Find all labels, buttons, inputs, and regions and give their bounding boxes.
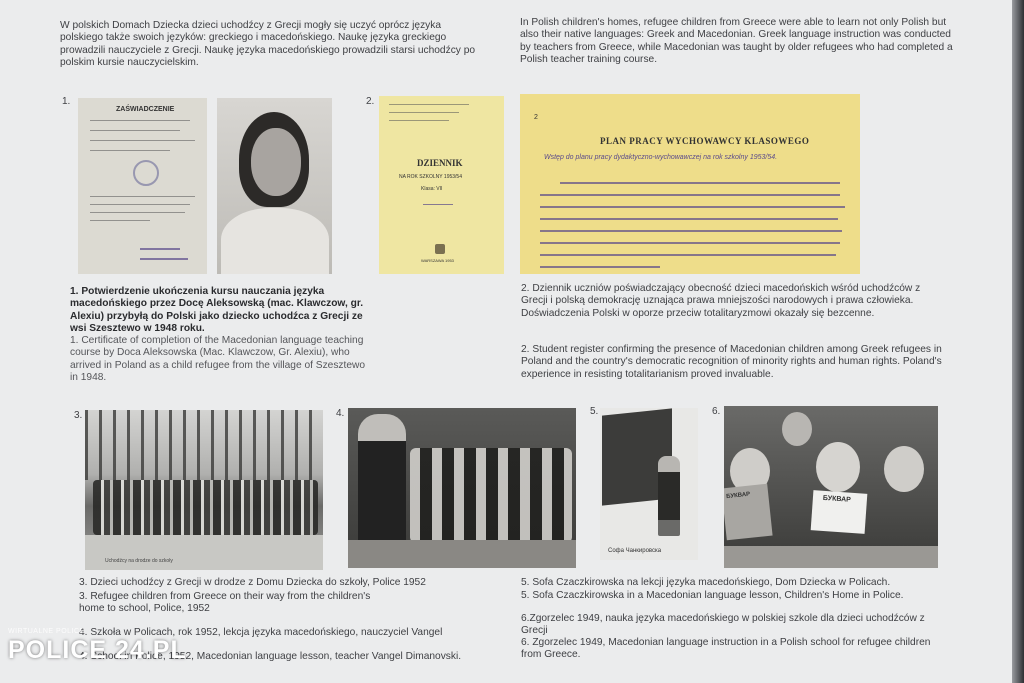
register-class: Klasa: VII — [421, 186, 443, 192]
desk-front — [724, 546, 938, 568]
handwritten-plan-photo — [520, 94, 860, 274]
item-number-6: 6. — [712, 406, 721, 417]
group-of-children — [93, 480, 318, 535]
child-face-back — [782, 412, 812, 446]
caption-1-english: 1. Certificate of completion of the Macedonian language teaching course by Doca Aleksowska (Mac. Klawczow, Gr. Alexiu), who arrived in Poland as a child refugee from the village of Szesztewo in 1948. — [70, 335, 366, 384]
item-number-3: 3. — [74, 410, 83, 421]
child-face-center — [816, 442, 860, 492]
item-number-1: 1. — [62, 96, 71, 107]
girl-figure — [658, 456, 680, 536]
item-number-2: 2. — [366, 96, 375, 107]
caption-2-english: 2. Student register confirming the presence of Macedonian children among Greek refugees in Poland and the country's democratic recognition of minority rights and human rights. Poland's experience in resisting totalitarianism proved invaluable. — [521, 344, 942, 380]
caption-5-english: 5. Sofa Czaczkirowska in a Macedonian language lesson, Children's Home in Police. — [521, 590, 904, 601]
register-footer: WARSZAWA 1953 — [421, 258, 454, 263]
caption-6-polish: 6.Zgorzelec 1949, nauka języka macedońskiego w polskiej szkole dla dzieci uchodźców z Grecji — [521, 613, 925, 637]
caption-5-polish: 5. Sofa Czaczkirowska na lekcji języka macedońskiego, Dom Dziecka w Policach. — [521, 577, 891, 588]
watermark-logo-text: POLICE 24.PL — [8, 636, 187, 664]
watermark-top-text: WIRTUALNE POLICE — [8, 628, 85, 635]
caption-4-polish: 4. Szkoła w Policach, rok 1952, lekcja języka macedońskiego, nauczyciel Vangel — [79, 627, 443, 638]
road — [85, 535, 323, 570]
caption-1-polish: 1. Potwierdzenie ukończenia kursu nauczania języka macedońskiego przez Docę Aleksowską (mac. Klawczow, gr. Alexiu) przybyłą do Polski jako dziecko uchodźca z Grecji ze wsi Szesztewo w 1948 roku. — [70, 286, 364, 335]
children-with-primers-photo — [724, 406, 938, 568]
children-walking-photo — [85, 410, 323, 570]
register-emblem — [435, 244, 445, 254]
certificate-document-photo — [78, 98, 207, 274]
primer-title-center: БУКВАР — [822, 494, 852, 504]
portrait-shoulders — [221, 208, 329, 274]
item-number-4: 4. — [336, 408, 345, 419]
item-number-5: 5. — [590, 406, 599, 417]
register-title: DZIENNIK — [417, 158, 463, 168]
girl-at-blackboard-photo — [600, 408, 698, 560]
photo-5-label: Софа Чанкировска — [608, 548, 662, 554]
child-face-right — [884, 446, 924, 492]
intro-english: In Polish children's homes, refugee children from Greece were able to learn not only Polish but also their native languages: Greek and Macedonian. Greek language instruction was conducted by teachers from Greece, while Macedonian was taught by older refugees who had completed a Polish teacher training course. — [520, 17, 953, 66]
site-watermark — [8, 628, 190, 670]
students-rows — [410, 448, 572, 543]
board-edge — [1012, 0, 1024, 683]
portrait-photo — [217, 98, 332, 274]
intro-polish: W polskich Domach Dziecka dzieci uchodźcy z Grecji mogły się uczyć oprócz języka polskiego także swoich języków: greckiego i macedońskiego. Naukę języka greckiego prowadzili nauczyciele z Grecji. Naukę języka macedońskiego prowadzili starsi uchodźcy po polskim kursie nauczycielskim. — [60, 20, 476, 69]
register-subtitle: NA ROK SZKOLNY 1953/54 — [399, 174, 462, 180]
plan-number: 2 — [534, 114, 538, 121]
primer-title-left: БУКВАР — [726, 491, 751, 501]
classroom-lesson-photo — [348, 408, 576, 568]
caption-4-english: 4. School in Police, 1952, Macedonian language lesson, teacher Vangel Dimanovski. — [79, 651, 462, 662]
plan-first-line: Wstęp do planu pracy dydaktyczno-wychowawczej na rok szkolny 1953/54. — [544, 154, 778, 161]
register-cover-photo — [379, 96, 504, 274]
desks — [348, 540, 576, 568]
primer-book-left — [724, 484, 773, 541]
caption-3-english: 3. Refugee children from Greece on their way from the children's home to school, Police, 1952 — [79, 591, 371, 615]
photo-3-label: Uchodźcy na drodze do szkoły — [105, 558, 173, 564]
stamp-seal — [133, 160, 159, 186]
certificate-header: ZAŚWIADCZENIE — [116, 106, 175, 113]
plan-title: PLAN PRACY WYCHOWAWCY KLASOWEGO — [600, 136, 810, 146]
primer-book-center — [811, 490, 868, 534]
caption-3-polish: 3. Dzieci uchodźcy z Grecji w drodze z Domu Dziecka do szkoły, Police 1952 — [79, 577, 426, 588]
caption-6-english: 6. Zgorzelec 1949, Macedonian language instruction in a Polish school for refugee children from Greece. — [521, 637, 931, 661]
portrait-face — [251, 128, 301, 196]
caption-2-polish: 2. Dziennik uczniów poświadczający obecność dzieci macedońskich wśród uchodźców z Grecji i polską demokrację uznająca prawa mniejszości narodowych i prawa człowieka. Doświadczenia Polski w oporze przeciw totalitaryzmowi okazały się bezcenne. — [521, 283, 921, 319]
tree-line — [85, 410, 323, 480]
